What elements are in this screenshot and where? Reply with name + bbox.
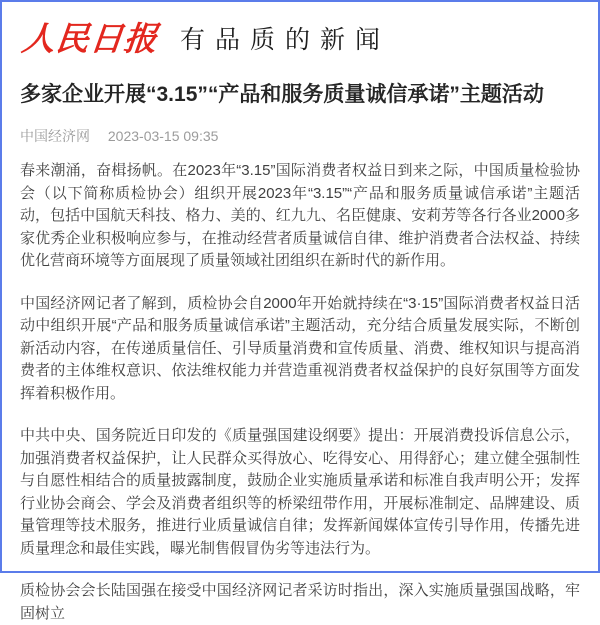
site-slogan: 有品质的新闻 bbox=[180, 25, 391, 54]
article-meta bbox=[20, 126, 580, 146]
article-timestamp: 2023-03-15 09:35 bbox=[107, 128, 219, 144]
article-source: 中国经济网 bbox=[20, 128, 90, 144]
article-title: 多家企业开展“3.15”“产品和服务质量诚信承诺”主题活动 bbox=[20, 83, 544, 106]
article-body bbox=[20, 160, 580, 625]
site-header bbox=[2, 2, 598, 60]
article-paragraph: 质检协会会长陆国强在接受中国经济网记者采访时指出，深入实施质量强国战略，牢固树立 bbox=[20, 582, 580, 622]
peoples-daily-logo: 人民日报 bbox=[20, 19, 160, 57]
article-paragraph: 中共中央、国务院近日印发的《质量强国建设纲要》提出：开展消费投诉信息公示，加强消费者权益保护，让人民群众买得放心、吃得安心、用得舒心；建立健全强制性与自愿性相结合的质量披露制度，鼓励企业实施质量承诺和标准自我声明公开；发挥行业协会商会、学会及消费者组织等的桥梁纽带作用，开展标准制定、品牌建设、质量管理等技术服务，推进行业质量诚信自律；发挥新闻媒体宣传引导作用，传播先进质量理念和最佳实践，曝光制售假冒伪劣等违法行为。 bbox=[20, 427, 580, 557]
article-paragraph: 春来潮涌，奋楫扬帆。在2023年“3.15”国际消费者权益日到来之际，中国质量检验协会（以下简称质检协会）组织开展2023年“3.15”“产品和服务质量诚信承诺”主题活动，包括中国航天科技、格力、美的、红九九、名臣健康、安莉芳等各行各业2000多家优秀企业积极响应参与，在推动经营者质量诚信自律、维护消费者合法权益、持续优化营商环境等方面展现了质量领域社团组织在新时代的新作用。 bbox=[20, 162, 580, 269]
article-paragraph: 中国经济网记者了解到，质检协会自2000年开始就持续在“3·15”国际消费者权益日活动中组织开展“产品和服务质量诚信承诺”主题活动，充分结合质量发展实际，不断创新活动内容，在传递质量信任、引导质量消费和宣传质量、消费、维权知识与提高消费者的主体维权意识、依法维权能力并营造重视消费者权益保护的良好氛围等方面发挥着积极作用。 bbox=[20, 294, 580, 402]
